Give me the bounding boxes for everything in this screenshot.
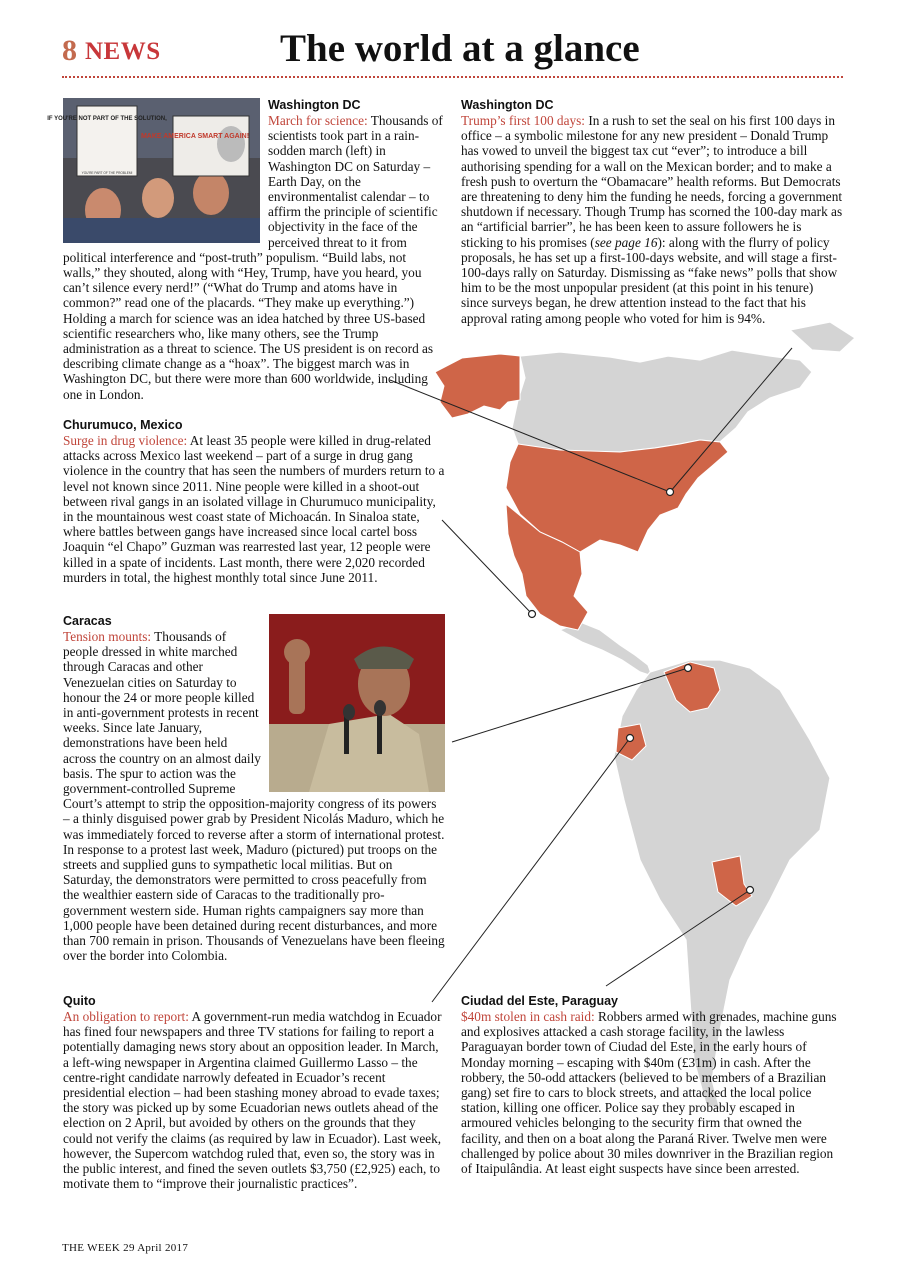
article-quito [63, 994, 446, 1191]
article-text [461, 113, 843, 326]
article-text [63, 1009, 446, 1191]
article-caracas [63, 614, 445, 963]
section-label: NEWS [85, 38, 161, 65]
article-body: At least 35 people were killed in drug-related attacks across Mexico last weekend – part of a surge in drug gang violence in the country that has seen the numbers of murders return to a level not known since 2011. Nine people were killed in a shoot-out between rival gangs in an isolated village in Churumuco municipality, in the mountainous west coast state of Michoacán. In Sinaloa state, where battles between gangs have increased since local cartel boss Joaquin “el Chapo” Guzman was rearrested last year, 12 people were killed in a spate of incidents. Last month, there were 2,020 recorded murders in total, the highest monthly total since June 2011. [63, 433, 445, 585]
map-alaska [435, 354, 520, 418]
article-body: A government-run media watchdog in Ecuador has fined four newspapers and three TV stations for failing to report a potentially damaging news story about an opposition leader. In March, a left-wing newspaper in Argentina claimed Guillermo Lasso – the centre-right candidate narrowly defeated in Ecuador’s recent presidential election – had been stashing money abroad to evade taxes; the story was picked up by some Ecuadorian news outlets ahead of the election on 2 April, but avoided by others on the grounds that they could not verify the claims (as required by law in Ecuador). Last week, however, the Supercom watchdog ruled that, even so, the story was in the public interest, and fined the seven outlets $3,750 (£2,925) each, to motivate them to “improve their journalistic practices”. [63, 1009, 442, 1192]
article-body: Robbers armed with grenades, machine guns and explosives attacked a cash storage facility, in the lawless Paraguayan border town of Ciudad del Este, in the early hours of Monday morning – escaping with $40m (£31m) in cash. After the robbery, the 50-odd attackers (believed to be members of a Brazilian gang) set fire to cars to block streets, and attacked the local police station, killing one officer. Police say they probably escaped in armoured vehicles belonging to the security firm that owned the facility, and then on a boat along the Paraná River. Twelve men were challenged by police about 30 miles downriver in the Brazilian region of Itaipulândia. At least eight suspects have since been arrested. [461, 1009, 837, 1177]
article-place: Quito [63, 994, 96, 1008]
article-place: Caracas [63, 614, 112, 628]
map-central-america [560, 622, 652, 676]
article-lead: An obligation to report: [63, 1009, 189, 1024]
article-ciudad-del-este [461, 994, 843, 1176]
placard-line-2: MAKE AMERICA SMART AGAIN! [140, 133, 250, 140]
header-divider [62, 76, 843, 78]
article-text [63, 433, 446, 585]
maduro-photo [269, 614, 445, 792]
page-number: 8 [62, 34, 77, 67]
article-place: Washington DC [268, 98, 361, 112]
article-lead: Surge in drug violence: [63, 433, 188, 448]
article-text [461, 1009, 843, 1176]
article-body-end: ): along with the flurry of policy proposals, he has set up a first-100-days website, and will stage a first-100-days rally on Saturday. Dismissing as “fake news” polls that show him to be the most unpopular president (at this point in his tenure) since surveys began, he drew attention instead to the fact that his approval rating among people who voted for him is 94%. [461, 234, 838, 326]
article-lead: Trump’s first 100 days: [461, 113, 585, 128]
article-body: In a rush to set the seal on his first 100 days in office – a symbolic milestone for any new president – Donald Trump has vowed to unveil the biggest tax cut “ever”; to introduce a bill authorising spending for a wall on the Mexican border; and to make a fresh push to overturn the “Obamacare” health reforms. But Democrats are threatening to deny him the funding he needs, forcing a government shutdown if necessary. Though Trump has scorned the 100-day mark as an “artificial barrier”, he has been keen to assure followers he is sticking to his promises ( [461, 113, 843, 250]
placard-line-1-bottom: YOU'RE PART OF THE PROBLEM! [81, 171, 133, 175]
footer-issue-date: THE WEEK 29 April 2017 [62, 1242, 189, 1254]
page-reference: see page 16 [594, 234, 658, 250]
map-canada [512, 350, 812, 452]
article-lead: March for science: [268, 113, 368, 128]
article-washington-trump [461, 98, 843, 326]
page-title: The world at a glance [280, 27, 640, 70]
science-march-image [47, 98, 260, 243]
article-place: Churumuco, Mexico [63, 418, 183, 432]
article-lead: Tension mounts: [63, 629, 152, 644]
maduro-image [269, 614, 445, 792]
article-place: Washington DC [461, 98, 554, 112]
placard-line-1: IF YOU'RE NOT PART OF THE SOLUTION, [47, 116, 167, 122]
article-washington-march [47, 98, 443, 402]
article-body: Thousands of scientists took part in a rain-sodden march (left) in Washington DC on Saturday – Earth Day, on the environmentalist calendar – to affirm the principle of scientific objectivity in the face of the perceived threat to it from political interference and “post-truth” populism. “Build labs, not walls,” they shouted, along with “Hey, Trump, have you heard, you can’t silence every nerd!” (“What do Trump and atoms have in common?” read one of the placards. “They make up everything.”) Holding a march for science was an idea hatched by three US-based scientific researchers who, like many others, see the Trump administration as a threat to science. The US president is on record as describing climate change as a “hoax”. The biggest march was in Washington DC, but there were more than 600 worldwide, including one in London. [63, 113, 443, 402]
article-place: Ciudad del Este, Paraguay [461, 994, 618, 1008]
article-lead: $40m stolen in cash raid: [461, 1009, 595, 1024]
science-march-photo [47, 98, 260, 243]
article-churumuco [63, 418, 446, 585]
article-body: Thousands of people dressed in white marched through Caracas and other Venezuelan cities on Saturday to honour the 24 or more people killed in anti-government protests in recent weeks. Since late January, demonstrations have been held across the country on an almost daily basis. The spur to action was the government-controlled Supreme Court’s attempt to strip the opposition-majority congress of its powers – a thinly disguised power grab by President Nicolás Maduro, which he was immediately forced to reverse after a storm of international protest. In response to a protest last week, Maduro (pictured) put troops on the streets and supplied guns to sympathetic local militias. But on Saturday, the demonstrators were permitted to cross peacefully from the wealthier eastern side of Caracas to the traditionally pro-government western side. Human rights campaigners say more than 1,000 people have been detained during recent disturbances, and more than 700 remain in prison. Thousands of Venezuelans have been fleeing over the border into Colombia. [63, 629, 445, 964]
